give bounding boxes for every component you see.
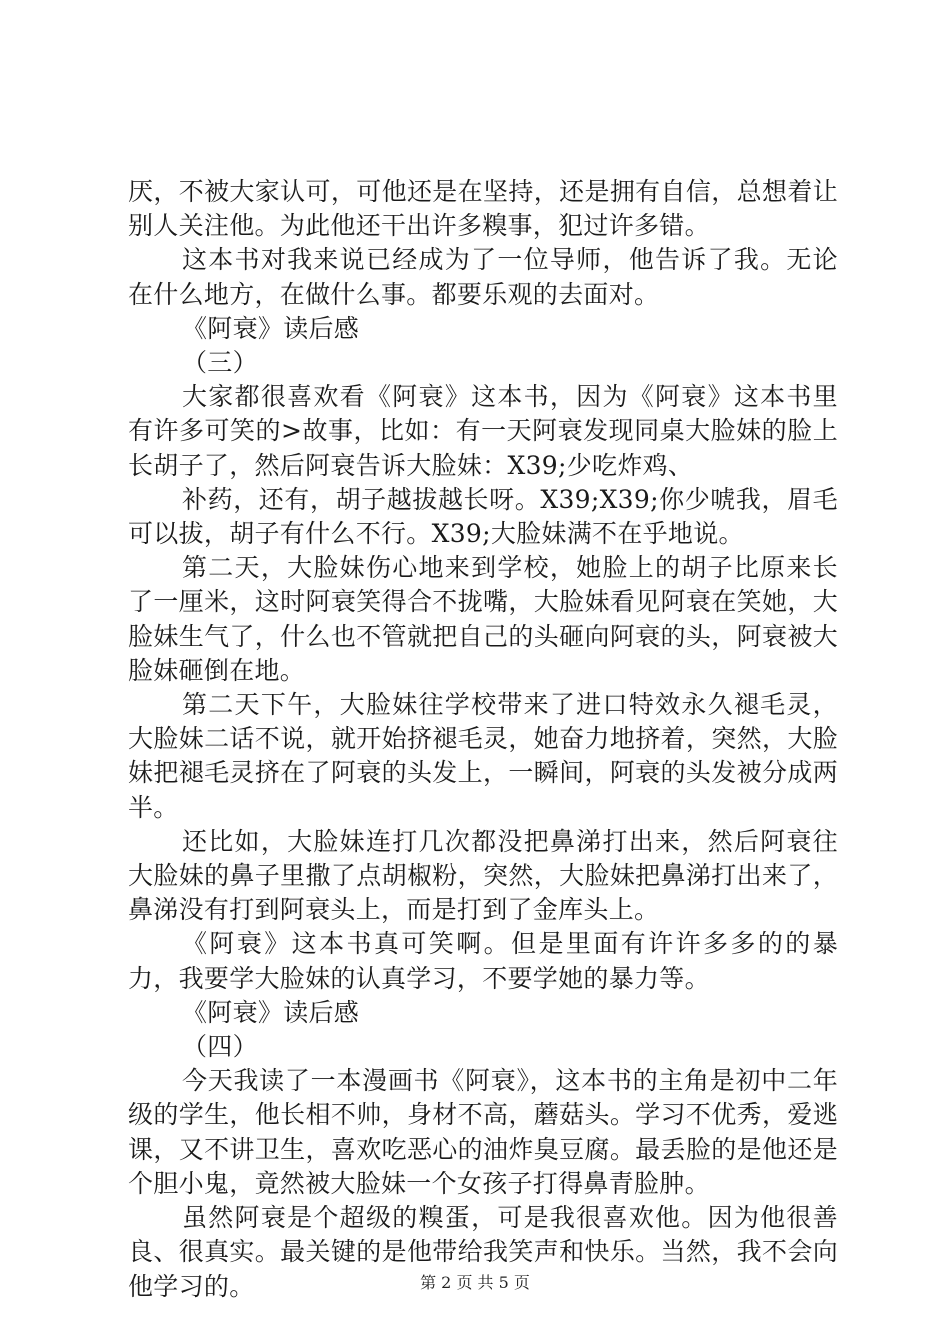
document-body	[128, 175, 838, 1304]
paragraph: 虽然阿衰是个超级的糗蛋，可是我很喜欢他。因为他很善良、很真实。最关键的是他带给我笑声和快乐。当然，我不会向他学习的。	[128, 1203, 838, 1301]
paragraph: 这本书对我来说已经成为了一位导师，他告诉了我。无论在什么地方，在做什么事。都要乐观的去面对。	[128, 245, 838, 309]
section-number: （三）	[182, 348, 258, 378]
paragraph: 第二天，大脸妹伤心地来到学校，她脸上的胡子比原来长了一厘米，这时阿衰笑得合不拢嘴，大脸妹看见阿衰在笑她，大脸妹生气了，什么也不管就把自己的头砸向阿衰的头，阿衰被大脸妹砸倒在地。	[128, 553, 838, 685]
section-heading: 《阿衰》读后感	[182, 997, 360, 1027]
paragraph: 今天我读了一本漫画书《阿衰》，这本书的主角是初中二年级的学生，他长相不帅，身材不高，蘑菇头。学习不优秀，爱逃课，又不讲卫生，喜欢吃恶心的油炸臭豆腐。最丢脸的是他还是个胆小鬼，竟然被大脸妹一个女孩子打得鼻青脸肿。	[128, 1066, 838, 1198]
paragraph: 大家都很喜欢看《阿衰》这本书，因为《阿衰》这本书里有许多可笑的>故事，比如：有一天阿衰发现同桌大脸妹的脸上长胡子了，然后阿衰告诉大脸妹：X39;少吃炸鸡、	[128, 382, 838, 480]
paragraph: 厌，不被大家认可，可他还是在坚持，还是拥有自信，总想着让别人关注他。为此他还干出许多糗事，犯过许多错。	[128, 177, 838, 241]
page-number-label: 第 2 页 共 5 页	[420, 1273, 530, 1292]
section-number: （四）	[182, 1032, 258, 1062]
paragraph: 还比如，大脸妹连打几次都没把鼻涕打出来，然后阿衰往大脸妹的鼻子里撒了点胡椒粉，突然，大脸妹把鼻涕打出来了，鼻涕没有打到阿衰头上，而是打到了金库头上。	[128, 826, 838, 925]
paragraph: 第二天下午，大脸妹往学校带来了进口特效永久褪毛灵，大脸妹二话不说，就开始挤褪毛灵，她奋力地挤着，突然，大脸妹把褪毛灵挤在了阿衰的头发上，一瞬间，阿衰的头发被分成两半。	[128, 690, 838, 822]
paragraph: 补药，还有，胡子越拔越长呀。X39;X39;你少唬我，眉毛可以拔，胡子有什么不行。X39;大脸妹满不在乎地说。	[128, 484, 838, 549]
section-heading: 《阿衰》读后感	[182, 313, 360, 343]
page-footer	[0, 1273, 950, 1293]
paragraph: 《阿衰》这本书真可笑啊。但是里面有许许多多的的暴力，我要学大脸妹的认真学习，不要学她的暴力等。	[128, 929, 838, 993]
